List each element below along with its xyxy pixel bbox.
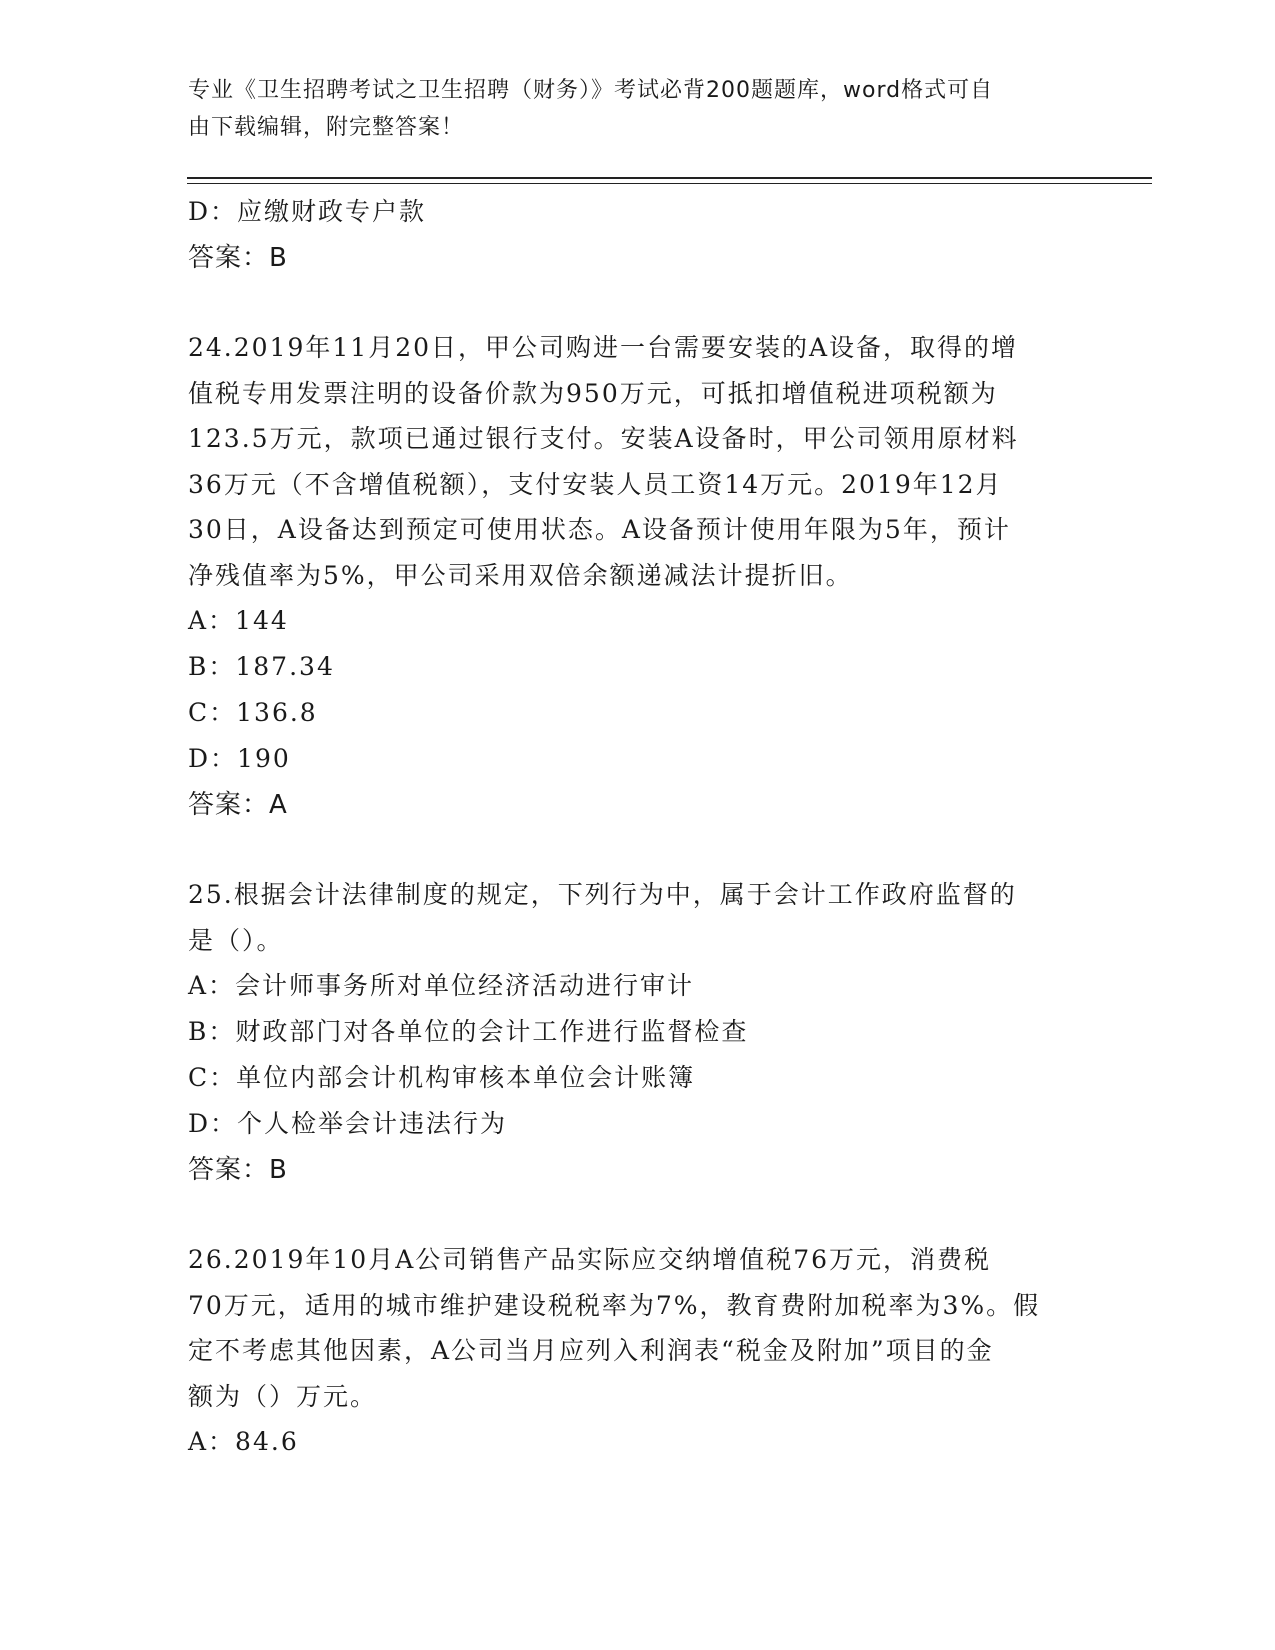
- question-25: [188, 872, 1088, 1193]
- header-title-line-1: 专业《卫生招聘考试之卫生招聘（财务）》考试必背200题题库，word格式可自: [188, 78, 994, 103]
- question-stem: [188, 872, 1088, 963]
- stem-line: 净残值率为5%，甲公司采用双倍余额递减法计提折旧。: [188, 560, 853, 590]
- question-list: [188, 189, 1088, 1465]
- stem-line: 26.2019年10月A公司销售产品实际应交纳增值税76万元，消费税: [188, 1245, 992, 1274]
- question-stem: [188, 325, 1088, 598]
- stem-line: 定不考虑其他因素，A公司当月应列入利润表“税金及附加”项目的金: [188, 1336, 994, 1365]
- question-23-tail: [188, 189, 1088, 281]
- stem-line: 70万元，适用的城市维护建设税税率为7%，教育费附加税率为3%。假: [188, 1290, 1041, 1320]
- question-stem: [188, 1237, 1088, 1419]
- option-a: A：144: [188, 606, 289, 635]
- stem-line: 30日，A设备达到预定可使用状态。A设备预计使用年限为5年，预计: [188, 515, 1011, 544]
- header-divider-thick: [187, 177, 1152, 179]
- stem-line: 是（）。: [188, 925, 284, 955]
- option-a: A：84.6: [188, 1427, 299, 1456]
- question-26: [188, 1237, 1088, 1465]
- option-d: D：应缴财政专户款: [188, 197, 427, 226]
- stem-line: 123.5万元，款项已通过银行支付。安装A设备时，甲公司领用原材料: [188, 424, 1019, 453]
- option-c: C：单位内部会计机构审核本单位会计账簿: [188, 1063, 696, 1092]
- stem-line: 值税专用发票注明的设备价款为950万元，可抵扣增值税进项税额为: [188, 378, 998, 408]
- option-b: B：财政部门对各单位的会计工作进行监督检查: [188, 1017, 749, 1046]
- stem-line: 25.根据会计法律制度的规定，下列行为中，属于会计工作政府监督的: [188, 880, 1017, 909]
- question-24: [188, 325, 1088, 828]
- answer-label: 答案：A: [188, 790, 288, 820]
- stem-line: 36万元（不含增值税额），支付安装人员工资14万元。2019年12月: [188, 469, 1003, 499]
- stem-line: 额为（）万元。: [188, 1381, 378, 1411]
- option-b: B：187.34: [188, 652, 335, 681]
- stem-line: 24.2019年11月20日，甲公司购进一台需要安装的A设备，取得的增: [188, 333, 1019, 362]
- option-d: D：个人检举会计违法行为: [188, 1109, 508, 1138]
- header-divider-thin: [187, 183, 1152, 184]
- option-a: A：会计师事务所对单位经济活动进行审计: [188, 971, 695, 1000]
- option-c: C：136.8: [188, 698, 318, 727]
- page-header: [188, 72, 1068, 146]
- answer-label: 答案：B: [188, 243, 288, 273]
- answer-label: 答案：B: [188, 1155, 288, 1185]
- header-title-line-2: 由下载编辑，附完整答案！: [188, 115, 465, 140]
- option-d: D：190: [188, 744, 291, 773]
